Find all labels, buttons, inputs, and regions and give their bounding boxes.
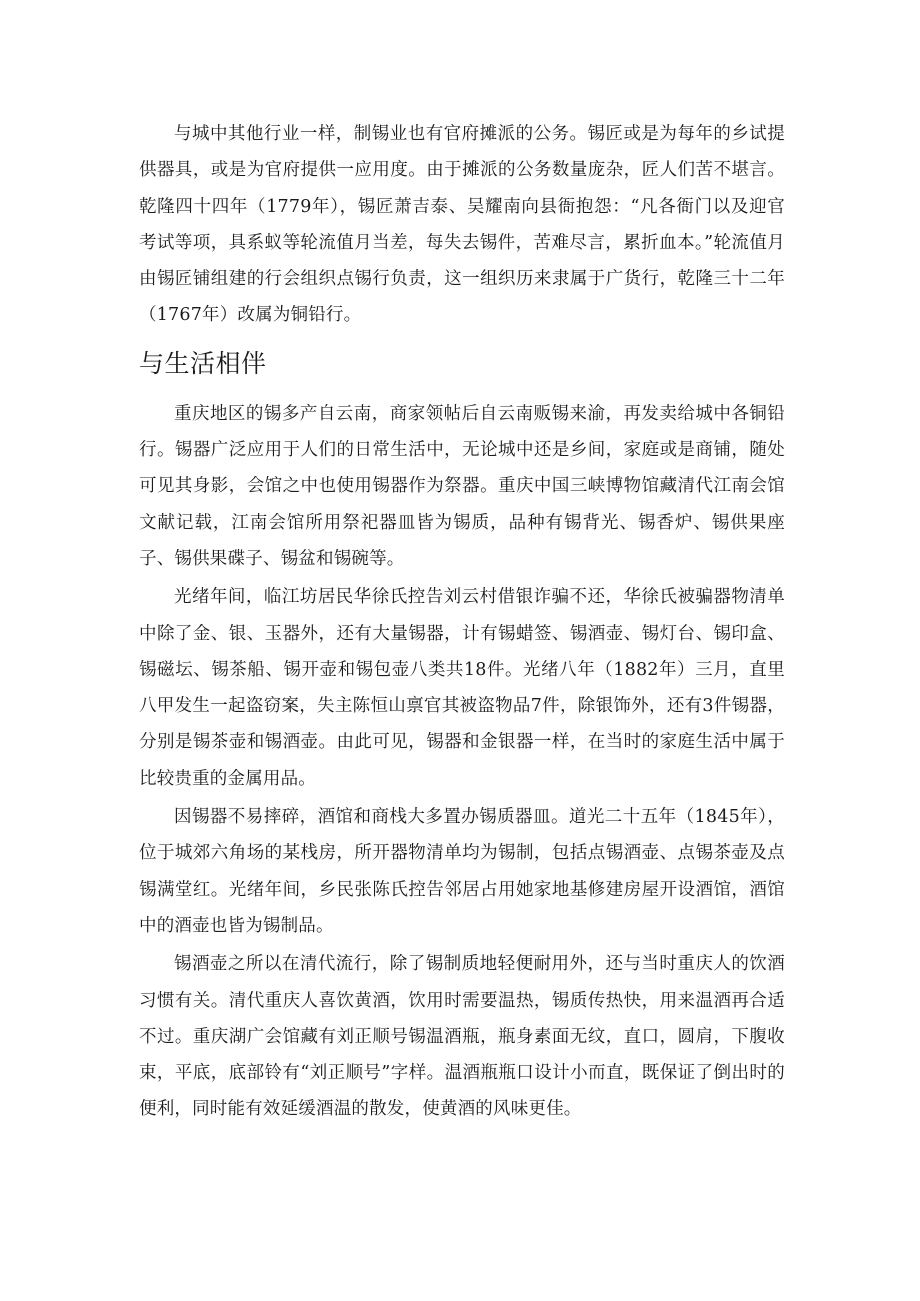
body-paragraph-1: 重庆地区的锡多产自云南，商家领帖后自云南贩锡来渝，再发卖给城中各铜铅行。锡器广泛应用于人们的日常生活中，无论城中还是乡间，家庭或是商铺，随处可见其身影，会馆之中也使用锡器作为祭器。重庆中国三峡博物馆藏清代江南会馆文献记载，江南会馆所用祭祀器皿皆为锡质，品种有锡背光、锡香炉、锡供果座子、锡供果碟子、锡盆和锡碗等。 [139, 403, 785, 569]
document-page [139, 116, 785, 1128]
body-paragraph-4: 锡酒壶之所以在清代流行，除了锡制质地轻便耐用外，还与当时重庆人的饮酒习惯有关。清代重庆人喜饮黄酒，饮用时需要温热，锡质传热快，用来温酒再合适不过。重庆湖广会馆藏有刘正顺号锡温酒瓶，瓶身素面无纹，直口，圆肩，下腹收束，平底，底部铃有“刘正顺号”字样。温酒瓶瓶口设计小而直，既保证了倒出时的便利，同时能有效延缓酒温的散发，使黄酒的风味更佳。 [139, 954, 785, 1120]
body-paragraph-3: 因锡器不易摔碎，酒馆和商栈大多置办锡质器皿。道光二十五年（1845年），位于城郊六角场的某栈房，所开器物清单均为锡制，包括点锡酒壶、点锡茶壶及点锡满堂红。光绪年间，乡民张陈氏控告邻居占用她家地基修建房屋开设酒馆，酒馆中的酒壶也皆为锡制品。 [139, 807, 785, 936]
section-heading: 与生活相伴 [139, 348, 267, 378]
body-paragraph-2: 光绪年间，临江坊居民华徐氏控告刘云村借银诈骗不还，华徐氏被骗器物清单中除了金、银、玉器外，还有大量锡器，计有锡蜡签、锡酒壶、锡灯台、锡印盒、锡磁坛、锡茶船、锡开壶和锡包壶八类共18件。光绪八年（1882年）三月，直里八甲发生一起盗窃案，失主陈恒山禀官其被盗物品7件，除银饰外，还有3件锡器，分别是锡茶壶和锡酒壶。由此可见，锡器和金银器一样，在当时的家庭生活中属于比较贵重的金属用品。 [139, 587, 785, 789]
intro-paragraph: 与城中其他行业一样，制锡业也有官府摊派的公务。锡匠或是为每年的乡试提供器具，或是为官府提供一应用度。由于摊派的公务数量庞杂，匠人们苦不堪言。乾隆四十四年（1779年），锡匠萧吉泰、吴耀南向县衙抱怨：“凡各衙门以及迎官考试等项，具系蚁等轮流值月当差，每失去锡件，苦难尽言，累折血本。”轮流值月由锡匠铺组建的行会组织点锡行负责，这一组织历来隶属于广货行，乾隆三十二年（1767年）改属为铜铅行。 [139, 124, 785, 326]
